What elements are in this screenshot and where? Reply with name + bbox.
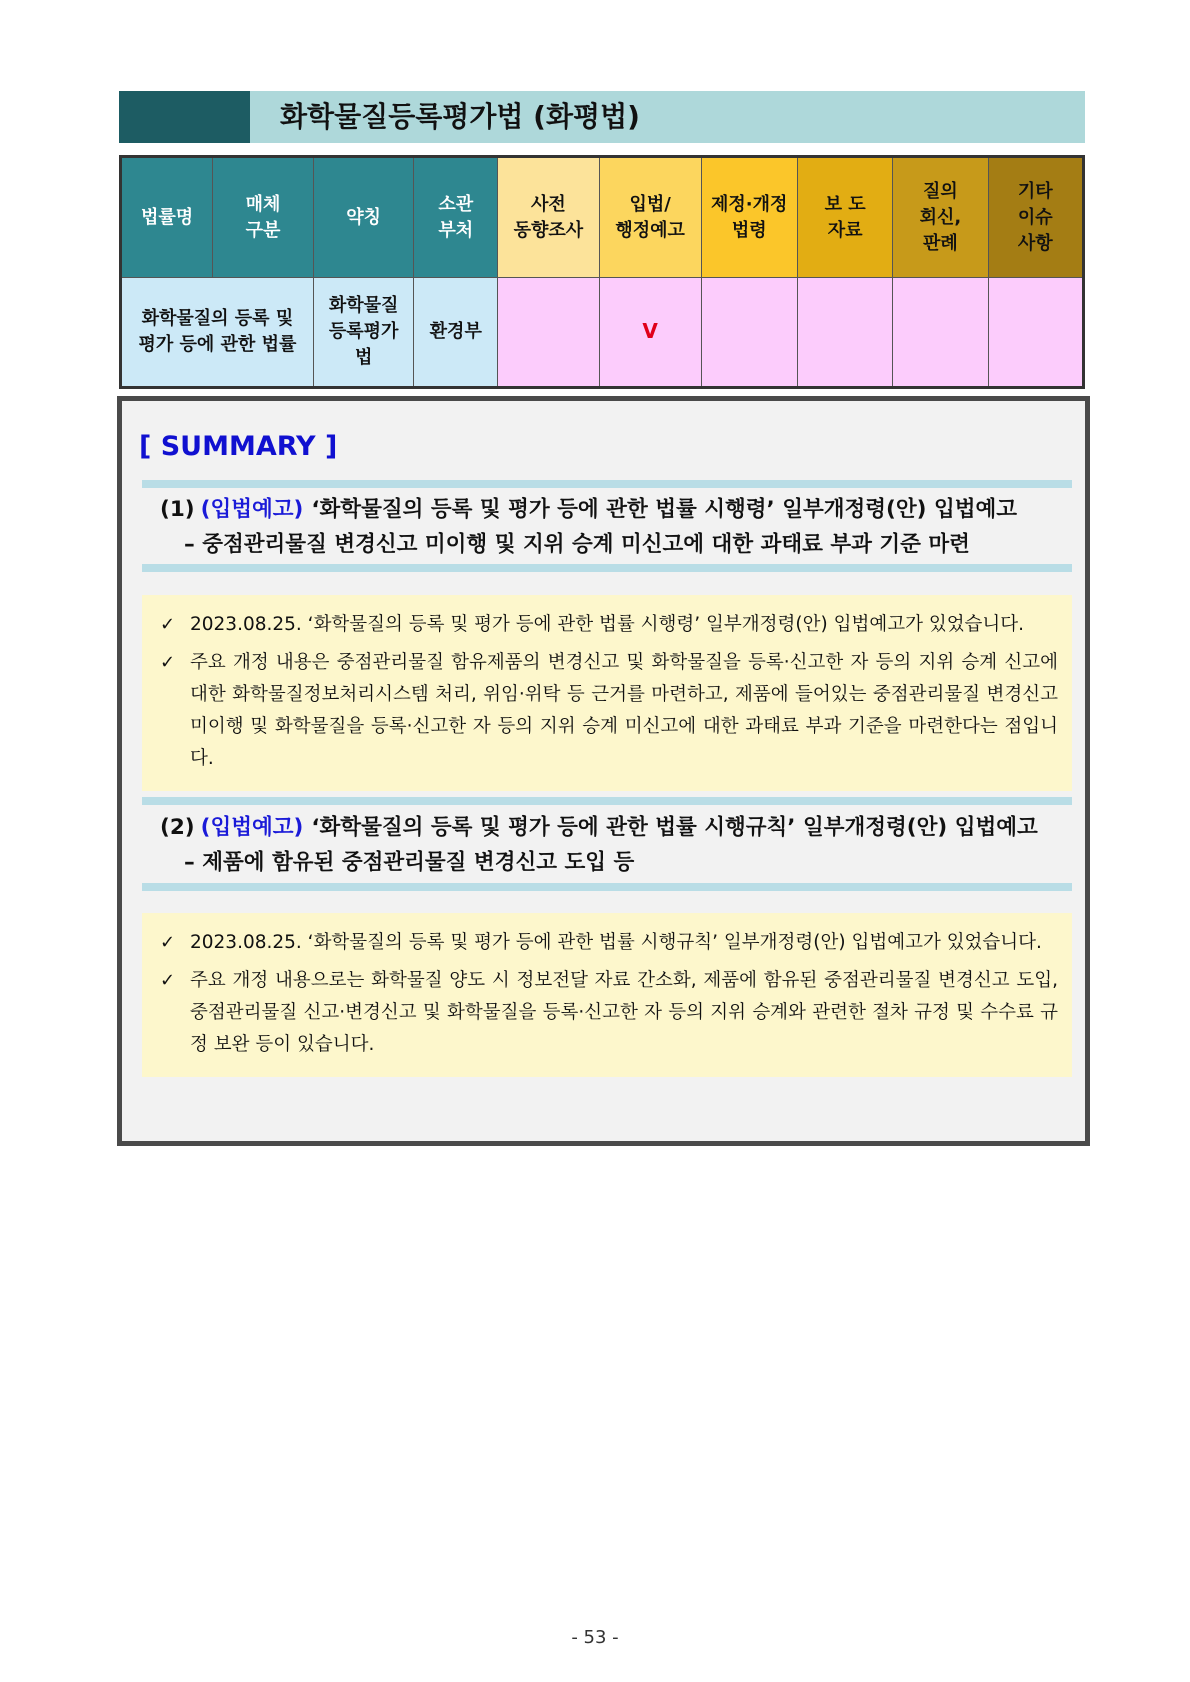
cell-press-release (797, 278, 892, 388)
col-enacted-amended: 제정·개정 법령 (701, 157, 797, 278)
col-legislative-notice: 입법/ 행정예고 (599, 157, 701, 278)
section-1-heading (160, 492, 1080, 562)
check-mark: V (642, 319, 658, 343)
page-title: 화학물질등록평가법 (화평법) (280, 100, 640, 133)
cell-legislative-notice (599, 278, 701, 388)
page-number: - 53 - (571, 1627, 619, 1648)
col-inquiry-reply: 질의 회신, 판례 (893, 157, 988, 278)
cell-abbreviation: 화학물질 등록평가법 (313, 278, 414, 388)
cell-enacted-amended (701, 278, 797, 388)
section-2-heading (160, 810, 1080, 880)
bullet-text: 2023.08.25. ‘화학물질의 등록 및 평가 등에 관한 법률 시행령’ 일부개정령(안) 입법예고가 있었습니다. (190, 614, 1025, 635)
table-row (121, 278, 1084, 388)
cell-trend-survey (498, 278, 600, 388)
list-item (142, 965, 1072, 1061)
checkmark-icon: ✓ (160, 970, 176, 991)
section-tag: (입법예고) (200, 497, 304, 522)
cell-law-name: 화학물질의 등록 및 평가 등에 관한 법률 (121, 278, 314, 388)
section-subline: – 제품에 함유된 중점관리물질 변경신고 도입 등 (184, 850, 635, 875)
col-trend-survey: 사전 동향조사 (498, 157, 600, 278)
bullet-text: 주요 개정 내용으로는 화학물질 양도 시 정보전달 자료 간소화, 제품에 함유된 중점관리물질 변경신고 도입, 중점관리물질 신고·변경신고 및 화학물질을 등록·신고한 자 등의 지위 승계와 관련한 절차 규정 및 수수료 규정 보완 등이 있습니다. (190, 970, 1059, 1055)
summary-box (117, 396, 1090, 1146)
col-other-issues: 기타 이슈 사항 (988, 157, 1083, 278)
section-divider (142, 883, 1072, 891)
section-number: (2) (160, 815, 195, 840)
section-number: (1) (160, 497, 195, 522)
list-item (142, 609, 1072, 641)
bullet-text: 2023.08.25. ‘화학물질의 등록 및 평가 등에 관한 법률 시행규칙’ 일부개정령(안) 입법예고가 있었습니다. (190, 932, 1042, 953)
title-accent-block (119, 91, 250, 143)
title-bar (119, 91, 1085, 143)
section-divider (142, 564, 1072, 572)
table-header-row (121, 157, 1084, 278)
checkmark-icon: ✓ (160, 614, 176, 635)
col-abbreviation: 약칭 (313, 157, 414, 278)
law-status-table (119, 155, 1085, 389)
section-headline: ‘화학물질의 등록 및 평가 등에 관한 법률 시행령’ 일부개정령(안) 입법예고 (311, 497, 1018, 522)
checkmark-icon: ✓ (160, 652, 176, 673)
section-1-notes (142, 595, 1072, 791)
list-item (142, 647, 1072, 775)
col-media-type: 매체 구분 (213, 157, 314, 278)
bullet-text: 주요 개정 내용은 중점관리물질 함유제품의 변경신고 및 화학물질을 등록·신고한 자 등의 지위 승계 신고에 대한 화학물질정보처리시스템 처리, 위임·위탁 등 근거를 마련하고, 제품에 들어있는 중점관리물질 변경신고 미이행 및 화학물질을 등록·신고한 자 등의 지위 승계 미신고에 대한 과태료 부과 기준을 마련한다는 점입니다. (190, 652, 1058, 769)
col-press-release: 보 도 자료 (797, 157, 892, 278)
section-tag: (입법예고) (200, 815, 304, 840)
col-law-name: 법률명 (121, 157, 213, 278)
section-subline: – 중점관리물질 변경신고 미이행 및 지위 승계 미신고에 대한 과태료 부과 기준 마련 (184, 532, 970, 557)
section-divider (142, 480, 1072, 488)
cell-ministry: 환경부 (414, 278, 498, 388)
section-headline: ‘화학물질의 등록 및 평가 등에 관한 법률 시행규칙’ 일부개정령(안) 입법예고 (311, 815, 1038, 840)
cell-other-issues (988, 278, 1083, 388)
checkmark-icon: ✓ (160, 932, 176, 953)
list-item (142, 927, 1072, 959)
col-ministry: 소관 부처 (414, 157, 498, 278)
section-divider (142, 797, 1072, 805)
cell-inquiry-reply (893, 278, 988, 388)
section-2-notes (142, 913, 1072, 1077)
summary-label: [ SUMMARY ] (139, 431, 338, 462)
